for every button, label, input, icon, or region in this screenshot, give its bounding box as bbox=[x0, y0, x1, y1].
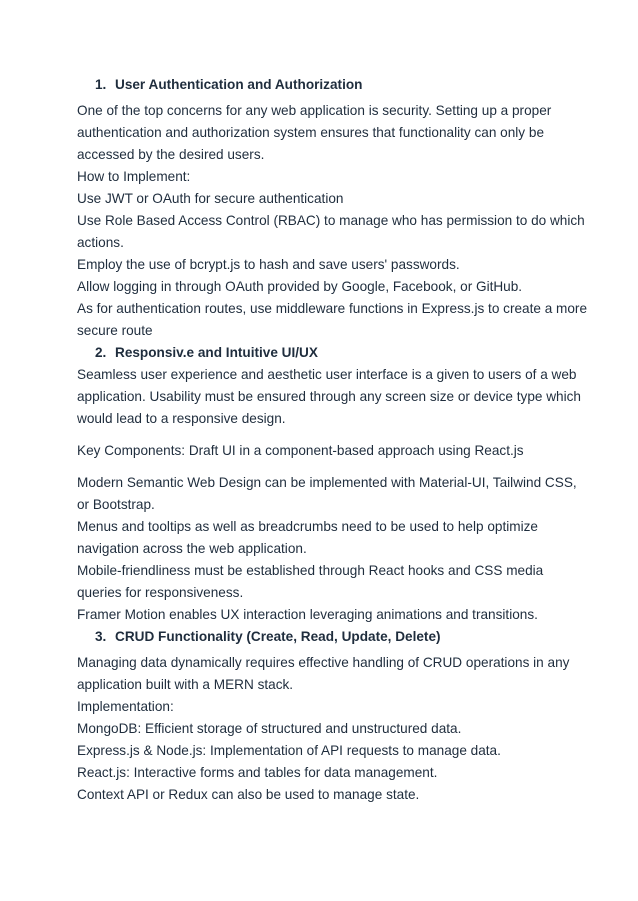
paragraph-line: would lead to a responsive design. bbox=[77, 411, 286, 426]
paragraph-line: accessed by the desired users. bbox=[77, 147, 265, 162]
paragraph-line: Mobile-friendliness must be established through React hooks and CSS media bbox=[77, 563, 544, 578]
section-heading bbox=[77, 342, 577, 364]
paragraph-line: Modern Semantic Web Design can be implemented with Material-UI, Tailwind CSS, bbox=[77, 475, 577, 490]
section-number: 2. bbox=[95, 345, 107, 360]
paragraph-line: Use JWT or OAuth for secure authentication bbox=[77, 191, 344, 206]
paragraph-line: navigation across the web application. bbox=[77, 541, 307, 556]
section-heading bbox=[77, 626, 577, 648]
document-body bbox=[77, 74, 588, 806]
paragraph-line: Key Components: Draft UI in a component-based approach using React.js bbox=[77, 443, 524, 458]
section-title: User Authentication and Authorization bbox=[115, 77, 363, 92]
paragraph-line: queries for responsiveness. bbox=[77, 585, 244, 600]
paragraph-line: Context API or Redux can also be used to manage state. bbox=[77, 787, 420, 802]
section-heading bbox=[77, 74, 577, 96]
paragraph-line: Seamless user experience and aesthetic user interface is a given to users of a web bbox=[77, 367, 577, 382]
paragraph-line: Framer Motion enables UX interaction leveraging animations and transitions. bbox=[77, 607, 538, 622]
paragraph-line: Implementation: bbox=[77, 699, 174, 714]
paragraph-line: How to Implement: bbox=[77, 169, 191, 184]
paragraph-line: Employ the use of bcrypt.js to hash and save users' passwords. bbox=[77, 257, 460, 272]
paragraph-line: Menus and tooltips as well as breadcrumbs need to be used to help optimize bbox=[77, 519, 538, 534]
paragraph-line: or Bootstrap. bbox=[77, 497, 155, 512]
section-title: CRUD Functionality (Create, Read, Update, Delete) bbox=[115, 629, 441, 644]
paragraph-line: authentication and authorization system ensures that functionality can only be bbox=[77, 125, 545, 140]
paragraph-line: actions. bbox=[77, 235, 124, 250]
paragraph-line: MongoDB: Efficient storage of structured and unstructured data. bbox=[77, 721, 462, 736]
paragraph-line: Express.js & Node.js: Implementation of API requests to manage data. bbox=[77, 743, 501, 758]
paragraph-line: Managing data dynamically requires effective handling of CRUD operations in any bbox=[77, 655, 570, 670]
paragraph-line: application built with a MERN stack. bbox=[77, 677, 294, 692]
paragraph-line: React.js: Interactive forms and tables for data management. bbox=[77, 765, 438, 780]
paragraph-line: secure route bbox=[77, 323, 153, 338]
paragraph-line: Allow logging in through OAuth provided by Google, Facebook, or GitHub. bbox=[77, 279, 523, 294]
paragraph-line: Use Role Based Access Control (RBAC) to manage who has permission to do which bbox=[77, 213, 585, 228]
paragraph-line: application. Usability must be ensured through any screen size or device type which bbox=[77, 389, 581, 404]
paragraph-line: One of the top concerns for any web application is security. Setting up a proper bbox=[77, 103, 552, 118]
section-number: 3. bbox=[95, 629, 107, 644]
paragraph-line: As for authentication routes, use middleware functions in Express.js to create a more bbox=[77, 301, 588, 316]
section-number: 1. bbox=[95, 77, 107, 92]
section-title: Responsiv.e and Intuitive UI/UX bbox=[115, 345, 318, 360]
